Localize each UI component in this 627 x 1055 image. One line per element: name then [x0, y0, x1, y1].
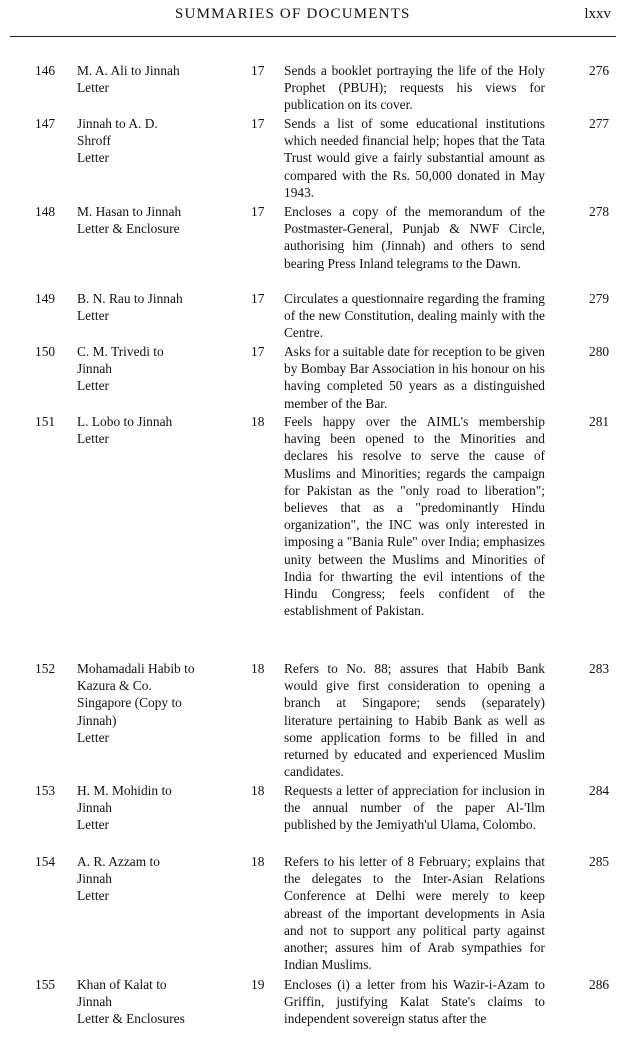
- entry-correspondents: M. A. Ali to Jinnah: [77, 63, 180, 78]
- entry-doc-type: Letter: [77, 888, 109, 904]
- entry-page: 283: [589, 661, 610, 676]
- entry-page: 276: [589, 63, 610, 78]
- entry-correspondents: M. Hasan to Jinnah: [77, 204, 182, 219]
- entry-day: 17: [251, 344, 265, 359]
- entry-correspondents: Mohamadali Habib to Kazura & Co. Singapore (Copy to Jinnah): [77, 661, 195, 728]
- entry-correspondents: A. R. Azzam to Jinnah: [77, 854, 160, 887]
- entry-day: 18: [251, 661, 265, 676]
- entry-parties: [77, 343, 189, 395]
- entry-day: 18: [251, 854, 265, 869]
- entry-page: 286: [589, 977, 610, 992]
- entry-doc-type: Letter: [77, 431, 109, 447]
- entry-summary: Feels happy over the AIML's membership having been opened to the Minorities and declares his resolve to serve the cause of Muslims and Minorities; regards the campaign for Pakistan as the "only road to liberation"; believes that as a "predominantly Hindu organization", the INC was only interested in imposing a "Bania Rule" over India; emphasizes unity between the Muslims and Minorities of India for thwarting the evil intentions of the Hindu Congress; feels confident of the establishment of Pakistan.: [284, 414, 545, 619]
- entry-doc-type: Letter: [77, 308, 109, 324]
- entry-summary: Requests a letter of appreciation for inclusion in the annual number of the paper Al-'Ilm published by the Jemiyath'ul Ulama, Colombo.: [284, 783, 545, 833]
- entry-parties: [77, 115, 172, 167]
- entry-parties: [77, 976, 189, 1028]
- page-number: lxxv: [584, 6, 611, 22]
- entry-page: 285: [589, 854, 610, 869]
- entry-summary: Encloses (i) a letter from his Wazir-i-Azam to Griffin, justifying Kalat State's claims to independent sovereign status after the: [284, 977, 545, 1027]
- entry-day: 18: [251, 414, 265, 429]
- entry-summary: Circulates a questionnaire regarding the framing of the new Constitution, dealing mainly with the Centre.: [284, 291, 545, 341]
- entry-day: 18: [251, 783, 265, 798]
- entry-doc-type: Letter: [77, 80, 109, 96]
- running-title: SUMMARIES OF DOCUMENTS: [175, 6, 411, 22]
- entry-number: 149: [35, 291, 56, 306]
- entry-doc-type: Letter: [77, 378, 109, 394]
- entry-number: 147: [35, 116, 56, 131]
- entry-summary: Sends a list of some educational institutions which needed financial help; hopes that the Tata Trust would give a fairly substantial amount as compared with the Rs. 50,000 donated in May 1943.: [284, 116, 545, 200]
- entry-doc-type: Letter & Enclosures: [77, 1011, 185, 1027]
- entry-page: 280: [589, 344, 610, 359]
- entry-page: 284: [589, 783, 610, 798]
- entry-parties: [77, 203, 242, 237]
- entry-parties: [77, 290, 242, 324]
- entry-doc-type: Letter & Enclosure: [77, 221, 180, 237]
- entry-correspondents: B. N. Rau to Jinnah: [77, 291, 183, 306]
- entry-day: 17: [251, 116, 265, 131]
- entry-summary: Refers to his letter of 8 February; explains that the delegates to the Inter-Asian Relations Conference at Delhi were merely to keep abreast of the important developments in Asia and not to support any political party against another; assures him of Arab sympathies for Indian Muslims.: [284, 854, 545, 973]
- entry-parties: [77, 62, 242, 96]
- entry-number: 150: [35, 344, 56, 359]
- entry-day: 19: [251, 977, 265, 992]
- entry-number: 146: [35, 63, 56, 78]
- entry-correspondents: H. M. Mohidin to Jinnah: [77, 783, 172, 816]
- entry-number: 152: [35, 661, 56, 676]
- entry-summary: Asks for a suitable date for reception to be given by Bombay Bar Association in his honour on his having completed 50 years as a distinguished member of the Bar.: [284, 344, 545, 411]
- entry-day: 17: [251, 63, 265, 78]
- entry-page: 277: [589, 116, 610, 131]
- entry-day: 17: [251, 204, 265, 219]
- page-header: [0, 6, 627, 28]
- entry-correspondents: C. M. Trivedi to Jinnah: [77, 344, 164, 377]
- entry-correspondents: Khan of Kalat to Jinnah: [77, 977, 167, 1010]
- entry-correspondents: L. Lobo to Jinnah: [77, 414, 173, 429]
- entry-parties: [77, 853, 187, 905]
- entry-number: 154: [35, 854, 56, 869]
- entry-number: 153: [35, 783, 56, 798]
- entry-page: 281: [589, 414, 610, 429]
- entry-number: 151: [35, 414, 56, 429]
- entry-page: 278: [589, 204, 610, 219]
- entry-summary: Encloses a copy of the memorandum of the Postmaster-General, Punjab & NWF Circle, authorising him (Jinnah) and others to send bearing Press Inland telegrams to the Dawn.: [284, 204, 545, 271]
- entry-doc-type: Letter: [77, 150, 109, 166]
- entry-summary: Refers to No. 88; assures that Habib Bank would give first consideration to opening a branch at Singapore; sends (separately) literature pertaining to Habib Bank as well as some application forms to be filled in and returned by educated and experienced Muslim candidates.: [284, 661, 545, 780]
- entry-number: 155: [35, 977, 56, 992]
- entry-page: 279: [589, 291, 610, 306]
- entry-correspondents: Jinnah to A. D. Shroff: [77, 116, 158, 149]
- header-rule: [10, 36, 616, 37]
- entry-doc-type: Letter: [77, 817, 109, 833]
- entry-parties: [77, 413, 242, 447]
- entry-summary: Sends a booklet portraying the life of the Holy Prophet (PBUH); requests his views for publication on its cover.: [284, 63, 545, 113]
- entry-parties: [77, 782, 197, 834]
- entry-day: 17: [251, 291, 265, 306]
- entry-number: 148: [35, 204, 56, 219]
- entry-parties: [77, 660, 199, 746]
- entry-doc-type: Letter: [77, 729, 109, 745]
